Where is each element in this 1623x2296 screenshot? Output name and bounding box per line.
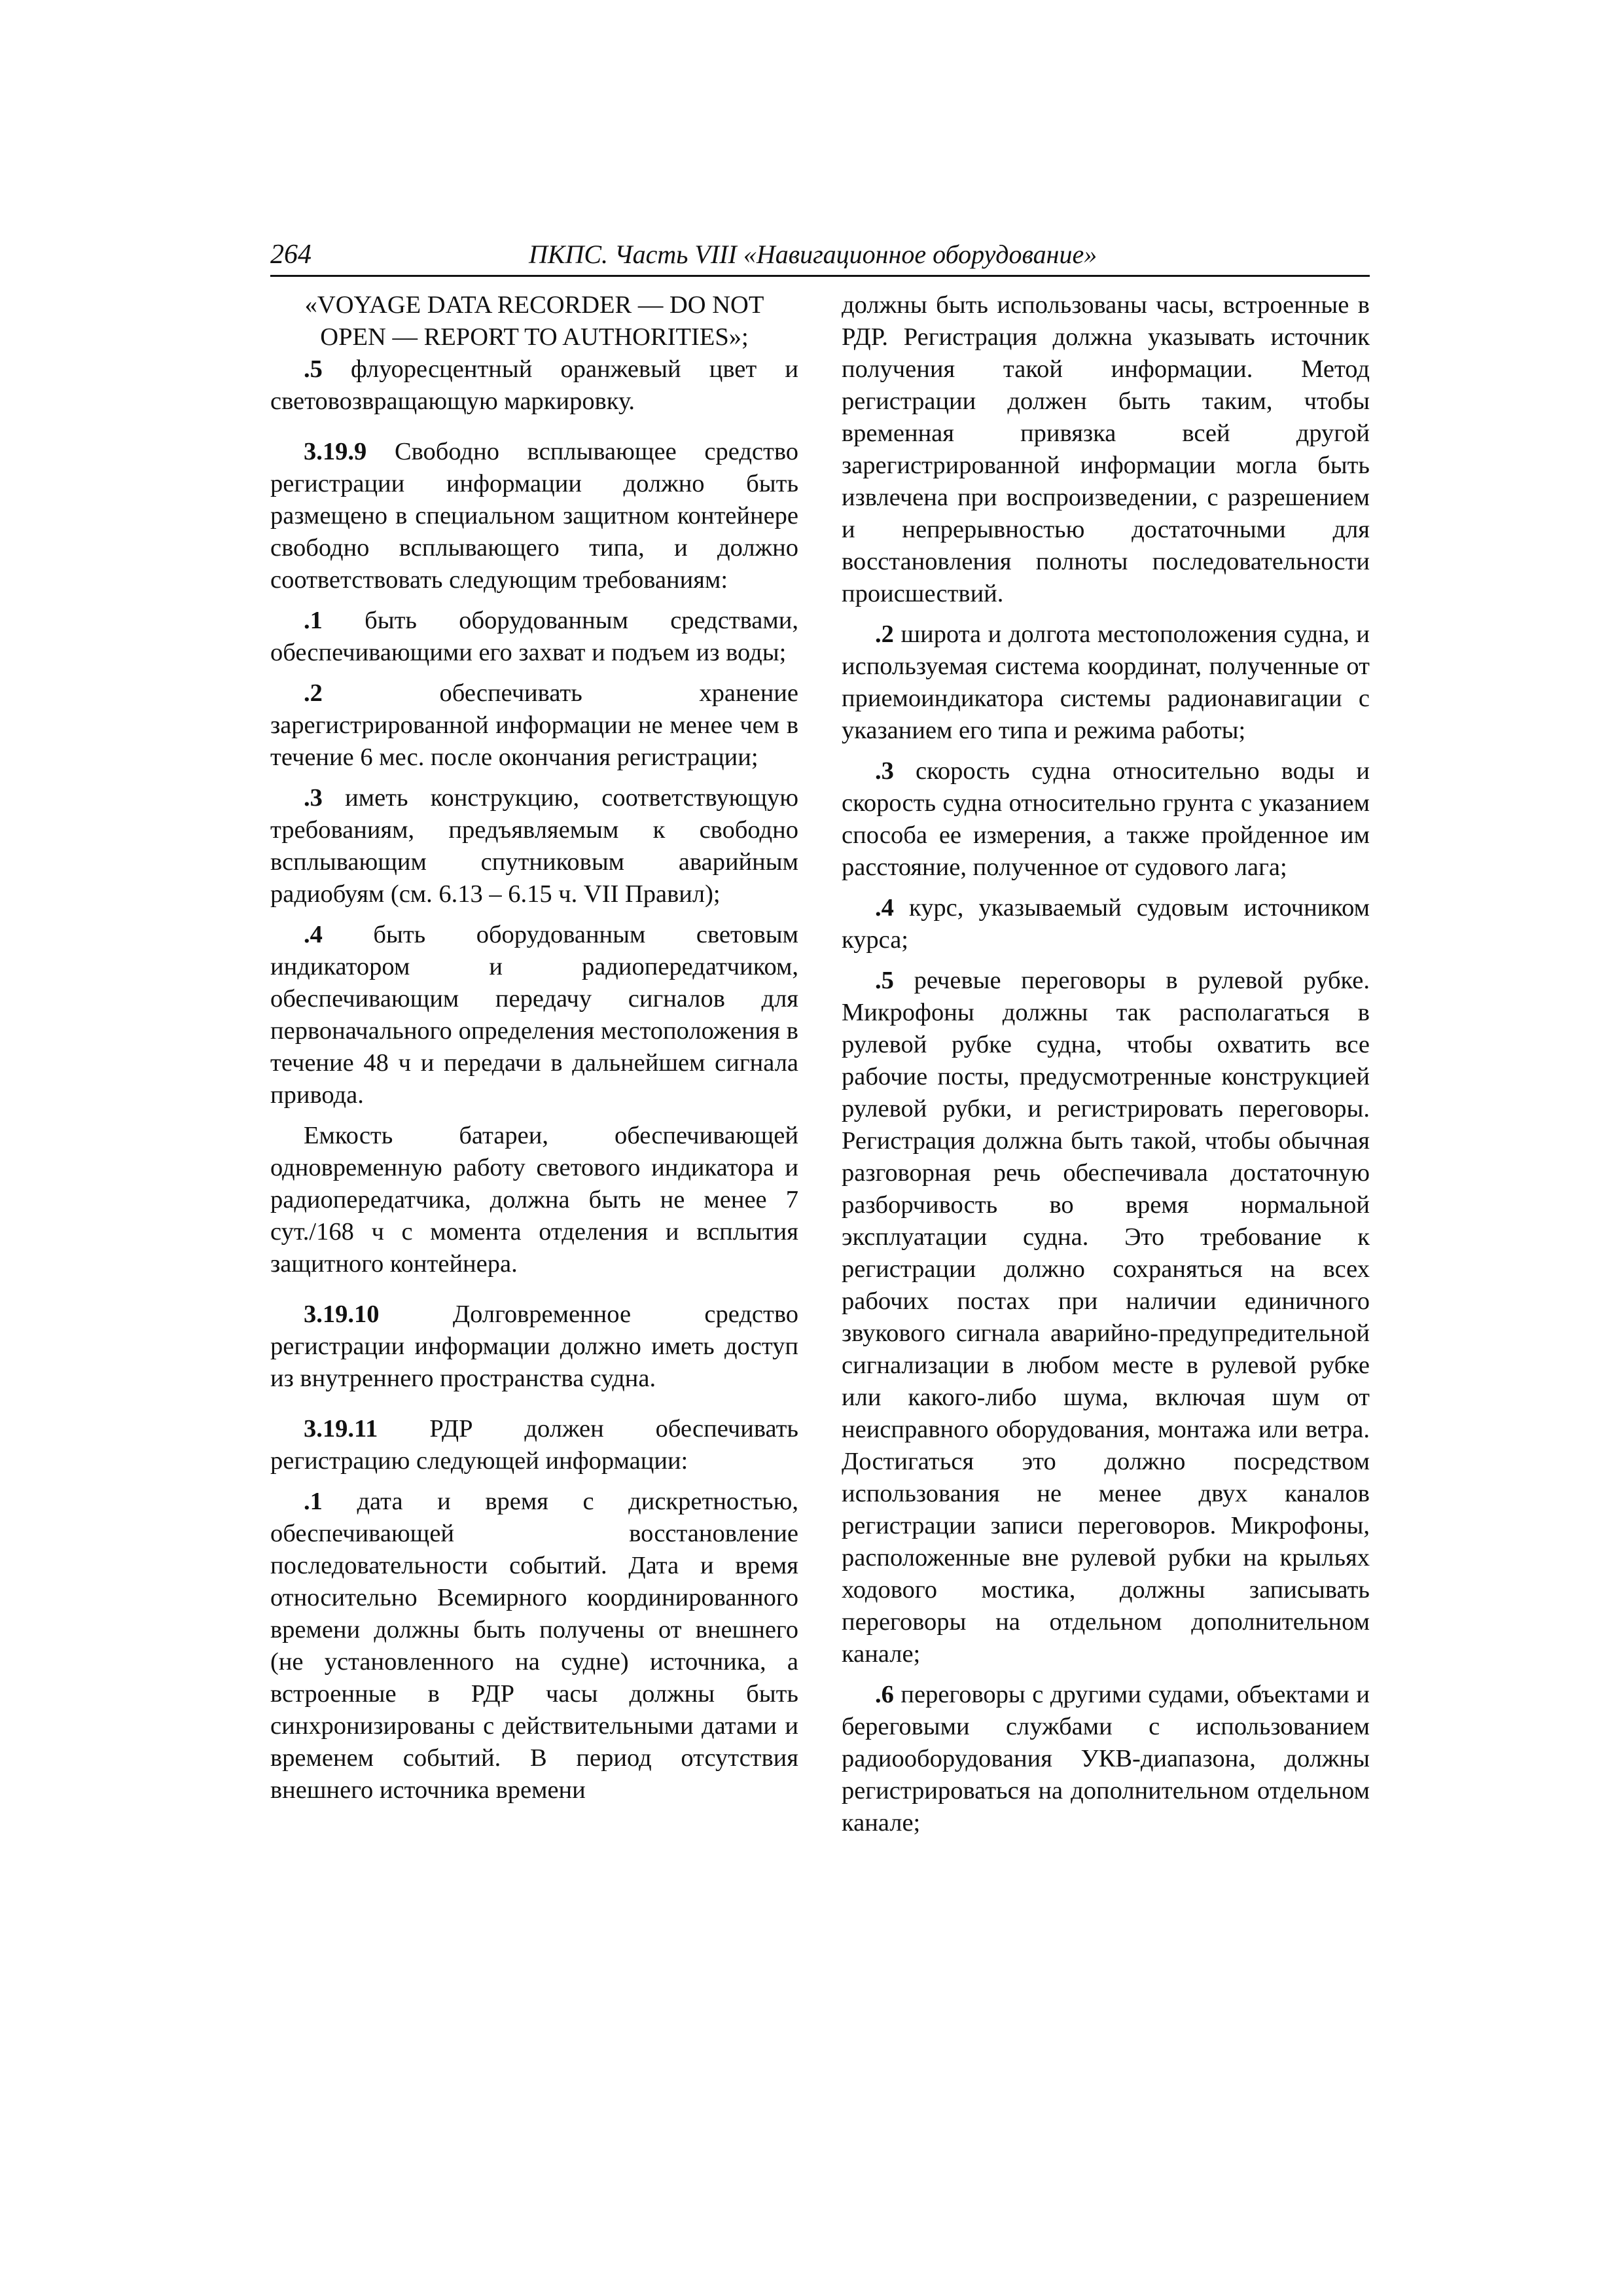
- section-number: 3.19.10: [304, 1300, 380, 1328]
- item-number: .6: [875, 1681, 894, 1708]
- paragraph: .5 речевые переговоры в рулевой рубке. Микрофоны должны так располагаться в рулевой рубке судна, чтобы охватить все рабочие посты, предусмотренные конструкцией рулевой рубки, и регистрировать переговоры. Регистрация должна быть такой, чтобы обычная разговорная речь обеспечивала достаточную разборчивость во время нормальной эксплуатации судна. Это требование к регистрации должно сохраняться на всех рабочих постах при наличии единичного звукового сигнала аварийно-предупредительной сигнализации в любом месте в рулевой рубке или какого-либо шума, включая шум от неисправного оборудования, монтажа или ветра. Достигаться это должно посредством использования не менее двух каналов регистрации записи переговоров. Микрофоны, расположенные вне рулевой рубки на крыльях ходового мостика, должны записывать переговоры на отдельном дополнительном канале;: [842, 967, 1370, 1668]
- paragraph: .2 обеспечивать хранение зарегистрированной информации не менее чем в течение 6 мес. после окончания регистрации;: [270, 679, 798, 771]
- item-number: .4: [875, 894, 894, 922]
- page-number: 264: [270, 240, 312, 270]
- section-number: 3.19.11: [304, 1415, 378, 1443]
- paragraph: .2 широта и долгота местоположения судна, и используемая система координат, полученные от приемоиндикатора системы радионавигации с указанием его типа и режима работы;: [842, 620, 1370, 744]
- paragraph: Емкость батареи, обеспечивающей одновременную работу светового индикатора и радиопередатчика, должна быть не менее 7 сут./168 ч с момента отделения и всплытия защитного контейнера.: [270, 1122, 798, 1278]
- section-paragraph: 3.19.11 РДР должен обеспечивать регистрацию следующей информации:: [270, 1415, 798, 1475]
- item-number: .3: [304, 784, 323, 812]
- item-number: .2: [304, 679, 323, 707]
- section-paragraph: 3.19.10 Долговременное средство регистрации информации должно иметь доступ из внутреннего пространства судна.: [270, 1300, 798, 1392]
- page-header: [270, 237, 1370, 277]
- paragraph: «VOYAGE DATA RECORDER — DO NOT OPEN — REPORT TO AUTHORITIES»;: [304, 291, 764, 351]
- item-number: .3: [875, 757, 894, 785]
- item-number: .1: [304, 1488, 323, 1515]
- paragraph: .4 быть оборудованным световым индикатором и радиопередатчиком, обеспечивающим передачу сигналов для первоначального определения местоположения в течение 48 ч и передачи в дальнейшем сигнала привода.: [270, 921, 798, 1109]
- paragraph: .1 дата и время с дискретностью, обеспечивающей восстановление последовательности событий. Дата и время относительно Всемирного координированного времени должны быть получены от внешнего (не установленного на судне) источника, а встроенные в РДР часы должны быть синхронизированы с действительными датами и временем событий. В период отсутствия внешнего источника времени: [270, 1488, 798, 1804]
- item-number: .5: [875, 967, 894, 994]
- paragraph: .3 иметь конструкцию, соответствующую требованиям, предъявляемым к свободно всплывающим спутниковым аварийным радиобуям (см. 6.13 – 6.15 ч. VII Правил);: [270, 784, 798, 908]
- left-column: [270, 289, 798, 1806]
- section-paragraph: 3.19.9 Свободно всплывающее средство регистрации информации должно быть размещено в специальном защитном контейнере свободно всплывающего типа, и должно соответствовать следующим требованиям:: [270, 438, 798, 594]
- paragraph: .5 флуоресцентный оранжевый цвет и световозвращающую маркировку.: [270, 355, 798, 415]
- item-number: .4: [304, 921, 323, 948]
- paragraph: .4 курс, указываемый судовым источником курса;: [842, 894, 1370, 954]
- item-number: .5: [304, 355, 323, 383]
- running-title: ПКПС. Часть VIII «Навигационное оборудование»: [529, 240, 1097, 269]
- paragraph: .3 скорость судна относительно воды и скорость судна относительно грунта с указанием способа ее измерения, а также пройденное им расстояние, полученное от судового лага;: [842, 757, 1370, 881]
- paragraph: .1 быть оборудованным средствами, обеспечивающими его захват и подъем из воды;: [270, 607, 798, 666]
- paragraph: .6 переговоры с другими судами, объектами и береговыми службами с использованием радиооборудования УКВ-диапазона, должны регистрироваться на дополнительном отдельном канале;: [842, 1681, 1370, 1837]
- item-number: .2: [875, 620, 894, 648]
- item-number: .1: [304, 607, 323, 634]
- section-number: 3.19.9: [304, 438, 367, 465]
- paragraph: должны быть использованы часы, встроенные в РДР. Регистрация должна указывать источник получения такой информации. Метод регистрации должен быть таким, чтобы временная привязка всей другой зарегистрированной информации могла быть извлечена при воспроизведении, с разрешением и непрерывностью достаточными для восстановления полноты последовательности происшествий.: [842, 291, 1370, 607]
- right-column: [842, 289, 1370, 1839]
